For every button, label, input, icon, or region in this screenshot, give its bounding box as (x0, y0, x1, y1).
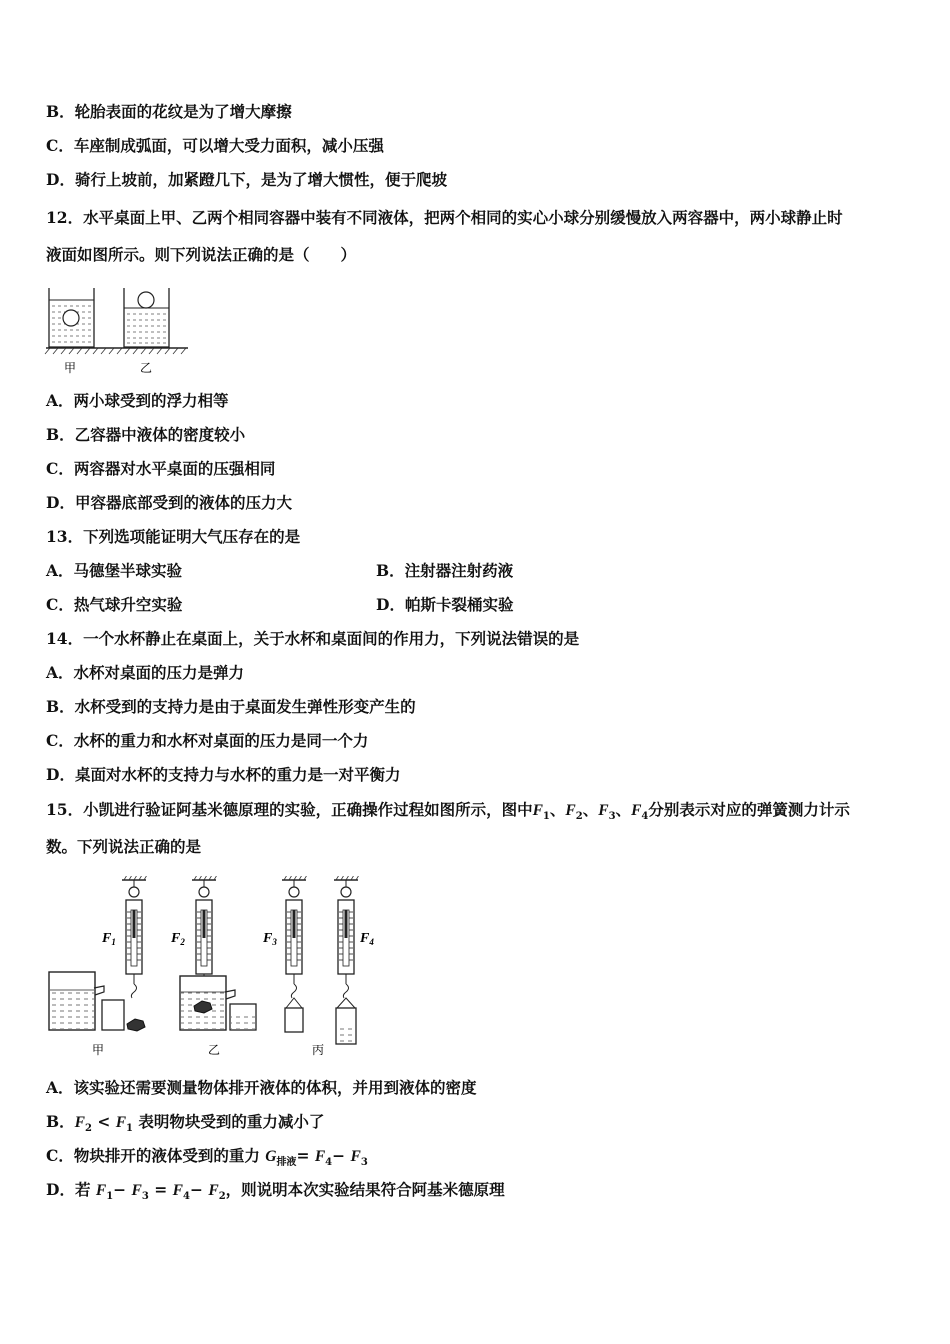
option-text: C．物块排开的液体受到的重力 (46, 1146, 266, 1165)
sub-3: 3 (360, 1157, 368, 1169)
q11-option-c: C．车座制成弧面，可以增大受力面积，减小压强 (46, 136, 384, 155)
sub-2: 2 (218, 1191, 226, 1203)
q12-label-jia: 甲 (64, 361, 77, 375)
spring-scale-f3 (282, 876, 307, 998)
f-symbol: F (631, 802, 642, 819)
q13-option-c: C．热气球升空实验 (46, 595, 183, 614)
sub-4: 4 (325, 1157, 333, 1169)
sub-1: 1 (106, 1191, 114, 1203)
sub-3: 3 (608, 811, 616, 823)
option-text: 表明物块受到的重力减小了 (133, 1112, 325, 1131)
separator: 、 (549, 800, 566, 819)
q13-stem: 13．下列选项能证明大气压存在的是 (46, 527, 301, 546)
f3-label: $F_3$ (263, 931, 277, 947)
q13-option-a: A．马德堡半球实验 (46, 561, 183, 580)
f-symbol: F (314, 1148, 326, 1165)
separator: 、 (615, 800, 632, 819)
q13-option-b: B．注射器注射药液 (376, 561, 514, 580)
f1-label: $F_1$ (102, 931, 116, 947)
sub-2: 2 (575, 811, 583, 823)
f-symbol: F (208, 1182, 219, 1199)
f-symbol: F (131, 1182, 142, 1199)
q15-option-c (46, 1146, 368, 1173)
q15-label-bing: 丙 (312, 1043, 325, 1057)
f-symbol: F (95, 1182, 107, 1199)
q15-label-jia: 甲 (92, 1043, 105, 1057)
g-symbol: G (265, 1148, 277, 1165)
q15-option-d (46, 1180, 505, 1207)
q11-option-d: D．骑行上坡前，加紧蹬几下，是为了增大惯性，便于爬坡 (46, 170, 447, 189)
separator: 、 (582, 800, 599, 819)
q14-option-a: A．水杯对桌面的压力是弹力 (46, 663, 245, 682)
f-symbol: F (115, 1114, 127, 1131)
q15-label-yi: 乙 (208, 1043, 221, 1057)
f2-label: $F_2$ (171, 931, 185, 947)
f-symbol: F (172, 1182, 183, 1199)
q12-stem-line2: 液面如图所示。则下列说法正确的是（ ） (46, 245, 357, 264)
q12-option-d: D．甲容器底部受到的液体的压力大 (46, 493, 292, 512)
spring-scale-f1 (122, 876, 147, 998)
q15-stem-post: 分别表示对应的弹簧测力计示 (648, 800, 850, 819)
option-prefix: D．若 (46, 1180, 96, 1199)
spring-scale-f4 (334, 876, 359, 998)
q14-option-c: C．水杯的重力和水杯对桌面的压力是同一个力 (46, 731, 369, 750)
q15-option-a: A．该实验还需要测量物体排开液体的体积，并用到液体的密度 (46, 1078, 477, 1097)
minus: − (189, 1180, 209, 1199)
sub-3: 3 (141, 1191, 149, 1203)
f4-label: $F_4$ (360, 931, 374, 947)
q12-figure-containers (44, 284, 190, 376)
q12-option-b: B．乙容器中液体的密度较小 (46, 425, 246, 444)
equals: = (148, 1180, 173, 1199)
equals: = (296, 1146, 315, 1165)
f-symbol: F (598, 802, 609, 819)
q15-stem-line1 (46, 800, 850, 827)
q12-label-yi: 乙 (140, 361, 153, 375)
q15-stem-line2: 数。下列说法正确的是 (46, 837, 202, 856)
q14-stem: 14．一个水杯静止在桌面上，关于水杯和桌面间的作用力，下列说法错误的是 (46, 629, 580, 648)
option-prefix: B． (46, 1112, 75, 1131)
f-symbol: F (74, 1114, 85, 1131)
f-symbol: F (565, 802, 576, 819)
f-symbol: F (532, 802, 543, 819)
q11-option-b: B．轮胎表面的花纹是为了增大摩擦 (46, 102, 292, 121)
q15-stem-pre: 15．小凯进行验证阿基米德原理的实验，正确操作过程如图所示，图中 (46, 800, 533, 819)
minus: − (113, 1180, 132, 1199)
q12-stem-line1: 12．水平桌面上甲、乙两个相同容器中装有不同液体，把两个相同的实心小球分别缓慢放入两容器中，两小球静止时 (46, 208, 843, 227)
q14-option-b: B．水杯受到的支持力是由于桌面发生弹性形变产生的 (46, 697, 416, 716)
q15-figure-experiment (44, 876, 384, 1062)
minus: − (332, 1146, 351, 1165)
sub-pai-ye: 排液 (276, 1157, 297, 1169)
less-than: < (91, 1112, 116, 1131)
q14-option-d: D．桌面对水杯的支持力与水杯的重力是一对平衡力 (46, 765, 401, 784)
sub-4: 4 (641, 811, 649, 823)
sub-1: 1 (542, 811, 550, 823)
q13-option-d: D．帕斯卡裂桶实验 (376, 595, 514, 614)
option-text: ，则说明本次实验结果符合阿基米德原理 (225, 1180, 505, 1199)
sub-4: 4 (182, 1191, 190, 1203)
sub-1: 1 (126, 1123, 134, 1135)
q12-option-a: A．两小球受到的浮力相等 (46, 391, 229, 410)
q15-option-b (46, 1112, 324, 1139)
q12-option-c: C．两容器对水平桌面的压强相同 (46, 459, 276, 478)
f-symbol: F (350, 1148, 361, 1165)
sub-2: 2 (84, 1123, 92, 1135)
